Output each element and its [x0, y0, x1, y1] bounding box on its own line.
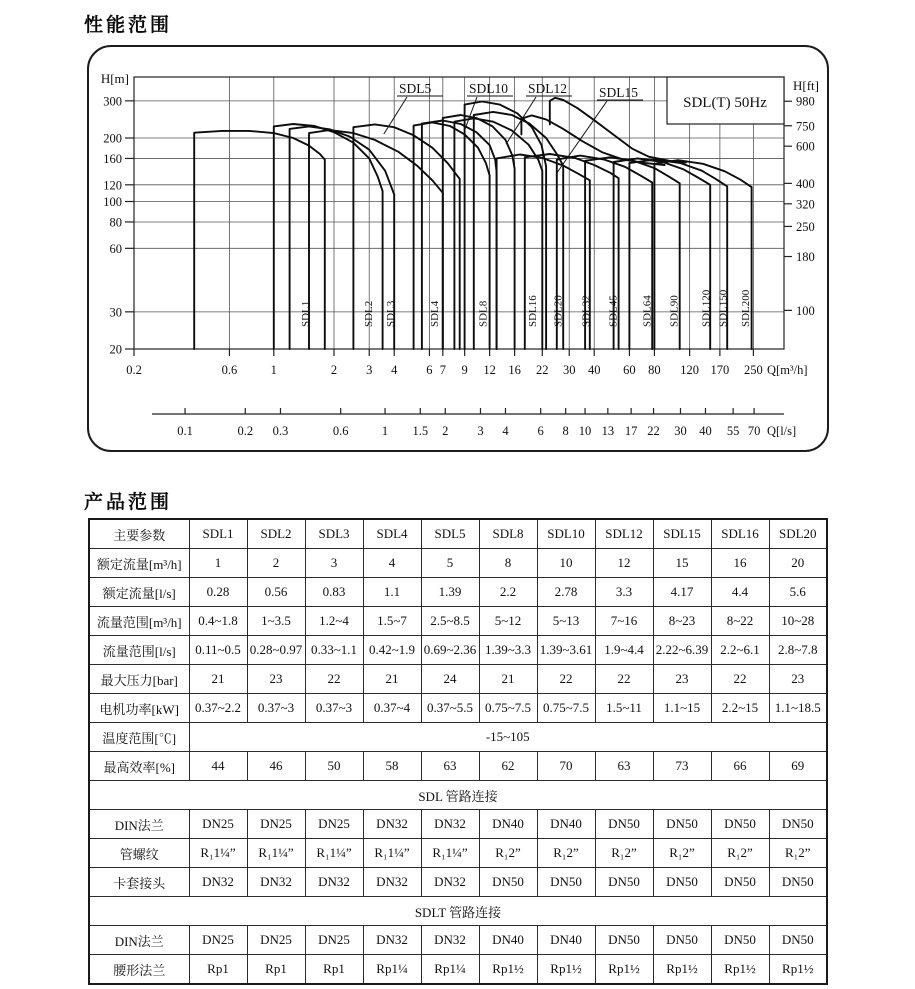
value-cell: 0.42~1.9	[363, 636, 421, 665]
value-cell: 63	[595, 752, 653, 781]
y-left-tick-label: 200	[103, 131, 122, 146]
product-range-table	[88, 518, 828, 985]
x-secondary-tick-label: 0.3	[272, 424, 289, 438]
row-label-cell: 温度范围[℃]	[89, 723, 189, 752]
value-cell: 0.33~1.1	[305, 636, 363, 665]
hz-box-label: SDL(T) 50Hz	[683, 95, 767, 111]
value-cell: 24	[421, 665, 479, 694]
value-cell: DN25	[247, 926, 305, 955]
model-label-sdl16: SDL16	[527, 295, 540, 327]
value-cell: 2.2	[479, 578, 537, 607]
x-primary-tick-label: 40	[587, 363, 601, 377]
row-label-cell: 额定流量[m³/h]	[89, 549, 189, 578]
value-cell: 15	[653, 549, 711, 578]
value-cell: 3.3	[595, 578, 653, 607]
table-header-row	[89, 519, 827, 549]
row-label-cell: 电机功率[kW]	[89, 694, 189, 723]
value-cell: 22	[305, 665, 363, 694]
value-cell: DN25	[189, 810, 247, 839]
value-cell: SDL2	[247, 519, 305, 549]
value-cell: DN32	[363, 868, 421, 897]
row-label-cell: 最高效率[%]	[89, 752, 189, 781]
y-left-tick-label: 120	[103, 178, 122, 193]
value-cell: SDL12	[595, 519, 653, 549]
value-cell: SDL3	[305, 519, 363, 549]
callout-label-sdl12: SDL12	[528, 81, 568, 96]
value-cell: 1.9~4.4	[595, 636, 653, 665]
performance-chart	[89, 47, 827, 450]
table-row	[89, 665, 827, 694]
x-secondary-tick-label: 22	[647, 424, 660, 438]
value-cell: SDL20	[769, 519, 827, 549]
value-cell: 22	[711, 665, 769, 694]
y-left-tick-label: 80	[109, 215, 122, 230]
value-cell: 46	[247, 752, 305, 781]
value-cell: 0.11~0.5	[189, 636, 247, 665]
value-cell: 0.75~7.5	[537, 694, 595, 723]
value-cell: 23	[769, 665, 827, 694]
value-cell: 0.37~3	[305, 694, 363, 723]
row-label-cell: 腰形法兰	[89, 955, 189, 985]
value-cell: DN50	[769, 868, 827, 897]
value-cell: 1.2~4	[305, 607, 363, 636]
value-cell: SDL1	[189, 519, 247, 549]
value-cell: SDLT 管路连接	[89, 897, 827, 926]
x-primary-tick-label: 250	[744, 363, 763, 377]
table-row	[89, 926, 827, 955]
callout-label-sdl10: SDL10	[469, 81, 509, 96]
table-row	[89, 752, 827, 781]
value-cell: DN40	[479, 810, 537, 839]
model-label-sdl3: SDL3	[384, 300, 397, 327]
value-cell: DN50	[653, 926, 711, 955]
y-left-tick-label: 300	[103, 94, 122, 109]
value-cell: R₁1¼”	[247, 839, 305, 868]
value-cell: DN50	[711, 926, 769, 955]
value-cell: Rp1¼	[363, 955, 421, 985]
value-cell: 5~12	[479, 607, 537, 636]
value-cell: R₁1¼”	[421, 839, 479, 868]
table-row	[89, 781, 827, 810]
value-cell: DN50	[595, 926, 653, 955]
x-primary-tick-label: 4	[391, 363, 398, 377]
product-table-body	[89, 519, 827, 984]
x-secondary-tick-label: 30	[674, 424, 687, 438]
value-cell: DN25	[305, 810, 363, 839]
row-label-cell: 额定流量[l/s]	[89, 578, 189, 607]
value-cell: SDL 管路连接	[89, 781, 827, 810]
value-cell: SDL4	[363, 519, 421, 549]
value-cell: SDL8	[479, 519, 537, 549]
value-cell: 8	[479, 549, 537, 578]
value-cell: DN32	[421, 926, 479, 955]
x-secondary-tick-label: 0.6	[332, 424, 349, 438]
y-right-tick-label: 320	[796, 197, 815, 212]
value-cell: 1	[189, 549, 247, 578]
value-cell: Rp1	[189, 955, 247, 985]
model-label-sdl4: SDL4	[429, 300, 442, 327]
pump-envelope-sdl90	[585, 157, 680, 349]
y-right-tick-label: 400	[796, 176, 815, 191]
value-cell: Rp1½	[537, 955, 595, 985]
value-cell: R₁1¼”	[305, 839, 363, 868]
value-cell: 3	[305, 549, 363, 578]
model-label-sdl200: SDL200	[740, 289, 753, 327]
value-cell: DN40	[537, 926, 595, 955]
value-cell: DN50	[711, 868, 769, 897]
x-primary-tick-label: 30	[562, 363, 576, 377]
value-cell: DN25	[247, 810, 305, 839]
value-cell: R₁2”	[711, 839, 769, 868]
value-cell: 20	[769, 549, 827, 578]
value-cell: 21	[363, 665, 421, 694]
y-left-tick-label: 20	[109, 342, 122, 357]
value-cell: 4.17	[653, 578, 711, 607]
value-cell: 2.2~15	[711, 694, 769, 723]
value-cell: 23	[653, 665, 711, 694]
value-cell: 21	[189, 665, 247, 694]
x-primary-tick-label: 60	[623, 363, 636, 377]
x-primary-tick-label: 22	[536, 363, 549, 377]
value-cell: 10	[537, 549, 595, 578]
value-cell: 1.1~18.5	[769, 694, 827, 723]
value-cell: DN32	[305, 868, 363, 897]
value-cell: DN32	[247, 868, 305, 897]
row-label-cell: 主要参数	[89, 519, 189, 549]
value-cell: 58	[363, 752, 421, 781]
table-row	[89, 723, 827, 752]
y-right-tick-label: 180	[796, 250, 815, 265]
value-cell: DN25	[305, 926, 363, 955]
value-cell: 1~3.5	[247, 607, 305, 636]
y-right-tick-label: 600	[796, 139, 815, 154]
row-label-cell: 管螺纹	[89, 839, 189, 868]
x-primary-tick-label: 12	[483, 363, 496, 377]
row-label-cell: 卡套接头	[89, 868, 189, 897]
value-cell: 0.37~4	[363, 694, 421, 723]
value-cell: 0.37~3	[247, 694, 305, 723]
value-cell: DN50	[595, 810, 653, 839]
value-cell: 7~16	[595, 607, 653, 636]
value-cell: 70	[537, 752, 595, 781]
value-cell: 0.75~7.5	[479, 694, 537, 723]
value-cell: 2.2~6.1	[711, 636, 769, 665]
model-label-sdl20: SDL20	[552, 295, 565, 327]
value-cell: DN50	[653, 868, 711, 897]
x-secondary-tick-label: 55	[726, 424, 740, 438]
x-secondary-tick-label: 8	[562, 424, 569, 438]
value-cell: 1.1	[363, 578, 421, 607]
performance-chart-frame	[87, 45, 829, 452]
product-section-title: 产品范围	[84, 491, 173, 513]
value-cell: 73	[653, 752, 711, 781]
value-cell: 8~23	[653, 607, 711, 636]
table-row	[89, 839, 827, 868]
x-secondary-tick-label: 1.5	[412, 424, 429, 438]
callout-label-sdl5: SDL5	[399, 81, 432, 96]
model-label-sdl120: SDL120	[700, 289, 713, 327]
x-secondary-tick-label: 40	[699, 424, 712, 438]
value-cell: Rp1½	[711, 955, 769, 985]
value-cell: 0.4~1.8	[189, 607, 247, 636]
y-left-tick-label: 160	[103, 151, 122, 166]
value-cell: DN50	[595, 868, 653, 897]
value-cell: 0.56	[247, 578, 305, 607]
value-cell: 0.37~2.2	[189, 694, 247, 723]
value-cell: Rp1½	[769, 955, 827, 985]
value-cell: DN50	[711, 810, 769, 839]
x-primary-tick-label: 0.2	[126, 363, 142, 377]
x-secondary-tick-label: 1	[381, 424, 389, 438]
value-cell: R₁2”	[769, 839, 827, 868]
table-row	[89, 955, 827, 985]
value-cell: Rp1½	[479, 955, 537, 985]
value-cell: 22	[595, 665, 653, 694]
y-left-axis-label: H[m]	[100, 71, 129, 86]
x-secondary-tick-label: 0.2	[237, 424, 254, 438]
value-cell: Rp1¼	[421, 955, 479, 985]
x-secondary-tick-label: 13	[601, 424, 615, 438]
value-cell: 0.37~5.5	[421, 694, 479, 723]
value-cell: R₁2”	[479, 839, 537, 868]
value-cell: 1.5~7	[363, 607, 421, 636]
product-range-table-wrap	[88, 518, 828, 985]
value-cell: DN40	[537, 810, 595, 839]
y-right-axis-label: H[ft]	[793, 78, 819, 93]
value-cell: 2.8~7.8	[769, 636, 827, 665]
value-cell: 62	[479, 752, 537, 781]
table-row	[89, 549, 827, 578]
table-row	[89, 636, 827, 665]
value-cell: 4	[363, 549, 421, 578]
value-cell: DN40	[479, 926, 537, 955]
value-cell: 1.1~15	[653, 694, 711, 723]
row-label-cell: 流量范围[l/s]	[89, 636, 189, 665]
value-cell: DN32	[421, 868, 479, 897]
row-label-cell: 流量范围[m³/h]	[89, 607, 189, 636]
value-cell: 50	[305, 752, 363, 781]
value-cell: R₁1¼”	[189, 839, 247, 868]
value-cell: 4.4	[711, 578, 769, 607]
value-cell: DN50	[769, 810, 827, 839]
value-cell: 1.39~3.61	[537, 636, 595, 665]
row-label-cell: DIN法兰	[89, 926, 189, 955]
x-primary-tick-label: 16	[508, 363, 521, 377]
value-cell: 0.28~0.97	[247, 636, 305, 665]
value-cell: DN50	[769, 926, 827, 955]
value-cell: 0.69~2.36	[421, 636, 479, 665]
value-cell: DN32	[189, 868, 247, 897]
x-secondary-tick-label: 10	[578, 424, 592, 438]
x-secondary-tick-label: 3	[477, 424, 484, 438]
x-secondary-tick-label: 2	[442, 424, 449, 438]
value-cell: SDL10	[537, 519, 595, 549]
value-cell: Rp1	[305, 955, 363, 985]
value-cell: DN50	[537, 868, 595, 897]
value-cell: 22	[537, 665, 595, 694]
value-cell: 2.22~6.39	[653, 636, 711, 665]
value-cell: DN50	[653, 810, 711, 839]
model-label-sdl90: SDL90	[668, 295, 681, 327]
value-cell: 10~28	[769, 607, 827, 636]
row-label-cell: 最大压力[bar]	[89, 665, 189, 694]
value-cell: 5	[421, 549, 479, 578]
value-cell: DN25	[189, 926, 247, 955]
row-label-cell: DIN法兰	[89, 810, 189, 839]
value-cell: 2.78	[537, 578, 595, 607]
x-secondary-tick-label: 17	[624, 424, 638, 438]
y-left-tick-label: 100	[103, 195, 122, 210]
x-primary-tick-label: 120	[680, 363, 700, 377]
value-cell: 63	[421, 752, 479, 781]
model-label-sdl150: SDL150	[717, 289, 730, 327]
x-primary-axis-label: Q[m³/h]	[767, 363, 808, 377]
value-cell: DN32	[421, 810, 479, 839]
value-cell: 0.83	[305, 578, 363, 607]
value-cell: 66	[711, 752, 769, 781]
x-primary-tick-label: 170	[710, 363, 730, 377]
value-cell: 8~22	[711, 607, 769, 636]
value-cell: Rp1½	[595, 955, 653, 985]
value-cell: 2	[247, 549, 305, 578]
y-right-tick-label: 250	[796, 219, 815, 234]
table-row	[89, 578, 827, 607]
value-cell: R₁2”	[653, 839, 711, 868]
y-left-tick-label: 30	[109, 305, 122, 320]
y-right-tick-label: 750	[796, 119, 815, 134]
x-primary-tick-label: 0.6	[221, 363, 238, 377]
upper-envelope-curve-1	[550, 98, 686, 163]
x-secondary-tick-label: 6	[537, 424, 544, 438]
value-cell: DN32	[363, 810, 421, 839]
value-cell: 16	[711, 549, 769, 578]
table-row	[89, 810, 827, 839]
value-cell: 23	[247, 665, 305, 694]
x-primary-tick-label: 6	[426, 363, 433, 377]
value-cell: 5~13	[537, 607, 595, 636]
model-label-sdl2: SDL2	[363, 300, 376, 327]
value-cell: 44	[189, 752, 247, 781]
y-right-tick-label: 100	[796, 303, 815, 318]
value-cell: DN32	[363, 926, 421, 955]
y-right-tick-label: 980	[796, 94, 815, 109]
x-primary-tick-label: 3	[366, 363, 373, 377]
table-row	[89, 607, 827, 636]
x-primary-tick-label: 80	[648, 363, 661, 377]
value-cell: R₁2”	[595, 839, 653, 868]
value-cell: Rp1	[247, 955, 305, 985]
x-secondary-axis-label: Q[l/s]	[767, 424, 797, 438]
callout-label-sdl15: SDL15	[599, 85, 639, 100]
y-left-tick-label: 60	[109, 241, 122, 256]
table-row	[89, 694, 827, 723]
value-cell: SDL16	[711, 519, 769, 549]
value-cell: 69	[769, 752, 827, 781]
value-cell: 2.5~8.5	[421, 607, 479, 636]
model-label-sdl45: SDL45	[607, 295, 620, 327]
x-primary-tick-label: 1	[270, 363, 277, 377]
table-row	[89, 897, 827, 926]
value-cell: 5.6	[769, 578, 827, 607]
value-cell: 21	[479, 665, 537, 694]
x-primary-tick-label: 2	[330, 363, 338, 377]
value-cell: 1.39~3.3	[479, 636, 537, 665]
x-primary-tick-label: 9	[461, 363, 468, 377]
value-cell: 1.39	[421, 578, 479, 607]
value-cell: SDL15	[653, 519, 711, 549]
value-cell: Rp1½	[653, 955, 711, 985]
x-primary-tick-label: 7	[439, 363, 446, 377]
value-cell: 0.28	[189, 578, 247, 607]
value-cell: 1.5~11	[595, 694, 653, 723]
model-label-sdl8: SDL8	[477, 300, 490, 327]
model-label-sdl1: SDL1	[300, 300, 313, 327]
table-row	[89, 868, 827, 897]
value-cell: R₁2”	[537, 839, 595, 868]
value-cell: R₁1¼”	[363, 839, 421, 868]
x-secondary-tick-label: 0.1	[177, 424, 193, 438]
performance-section-title: 性能范围	[84, 14, 173, 36]
model-label-sdl64: SDL64	[641, 295, 654, 327]
x-secondary-tick-label: 4	[502, 424, 509, 438]
x-secondary-tick-label: 70	[747, 424, 761, 438]
value-cell: DN50	[479, 868, 537, 897]
value-cell: 12	[595, 549, 653, 578]
value-cell: SDL5	[421, 519, 479, 549]
model-label-sdl32: SDL32	[580, 295, 593, 327]
value-cell: -15~105	[189, 723, 827, 752]
pump-envelope-sdl120	[614, 158, 711, 349]
